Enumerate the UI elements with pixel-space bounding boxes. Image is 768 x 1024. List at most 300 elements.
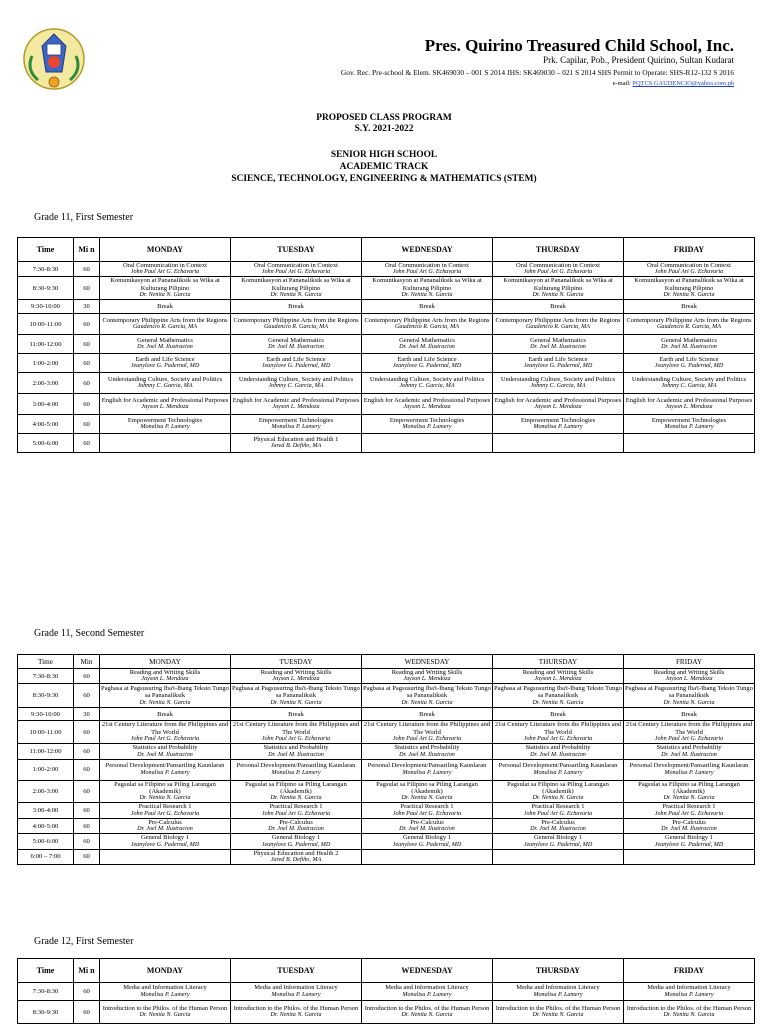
time-cell: 4:00-5:00 bbox=[18, 818, 74, 833]
minutes-cell: 60 bbox=[74, 373, 100, 394]
class-cell bbox=[362, 300, 493, 314]
minutes-cell: 60 bbox=[74, 983, 100, 1001]
class-cell bbox=[624, 394, 755, 415]
class-cell bbox=[624, 849, 755, 864]
subject-name: Practical Research 1 bbox=[400, 803, 454, 811]
teacher-name: Dr. Nenita N. Garcia bbox=[401, 1012, 453, 1019]
minutes-cell: 60 bbox=[74, 684, 100, 708]
subject-name: Understanding Culture, Society and Politics bbox=[369, 376, 485, 384]
table-row bbox=[18, 300, 755, 314]
subject-name: Practical Research 1 bbox=[531, 803, 585, 811]
teacher-name: John Paul Art G. Echavaria bbox=[523, 736, 593, 743]
column-header: Min bbox=[74, 655, 100, 669]
time-cell: 5:00-6:00 bbox=[18, 434, 74, 453]
class-cell bbox=[624, 669, 755, 684]
subject-name: Personal Development/Pansariling Kaunlaran bbox=[629, 762, 749, 770]
teacher-name: Jayson L. Mendoza bbox=[403, 676, 451, 683]
subject-name: Reading and Writing Skills bbox=[653, 669, 725, 676]
class-cell bbox=[493, 744, 624, 759]
class-cell bbox=[362, 834, 493, 849]
time-cell: 9:30-10:00 bbox=[18, 708, 74, 721]
teacher-name: Monalisa P. Lamery bbox=[140, 769, 190, 776]
class-cell bbox=[362, 415, 493, 434]
table-row bbox=[18, 314, 755, 335]
subject-name: Pagsulat sa Filipino sa Piling Larangan (Akademik) bbox=[638, 780, 740, 796]
minutes-cell: 60 bbox=[74, 314, 100, 335]
class-cell bbox=[493, 415, 624, 434]
subject-name: Break bbox=[681, 303, 697, 311]
class-cell bbox=[100, 415, 231, 434]
subject-name: Reading and Writing Skills bbox=[129, 669, 201, 676]
teacher-name: Dr. Joel M. Ilustracion bbox=[530, 344, 586, 351]
class-cell bbox=[493, 1001, 624, 1024]
table-row bbox=[18, 415, 755, 434]
subject-name: Media and Information Literacy bbox=[123, 984, 207, 992]
subject-name: Earth and Life Science bbox=[135, 356, 195, 364]
subject-name: General Biology 1 bbox=[271, 834, 321, 842]
minutes-cell: 60 bbox=[74, 818, 100, 833]
class-cell bbox=[624, 262, 755, 277]
school-name: Pres. Quirino Treasured Child School, Inc. bbox=[424, 36, 734, 55]
class-cell bbox=[231, 684, 362, 708]
teacher-name: Gaudencio R. Garcia, MA bbox=[395, 324, 459, 331]
class-cell bbox=[231, 300, 362, 314]
class-cell bbox=[100, 721, 231, 744]
subject-name: Media and Information Literacy bbox=[647, 984, 731, 992]
class-cell bbox=[100, 803, 231, 818]
table-header-row bbox=[18, 959, 755, 983]
subject-name: General Mathematics bbox=[399, 337, 455, 345]
minutes-cell: 60 bbox=[74, 834, 100, 849]
class-cell bbox=[493, 354, 624, 373]
subject-name: 21st Century Literature from the Philippines and The World bbox=[494, 721, 622, 736]
class-cell bbox=[362, 708, 493, 721]
minutes-cell: 60 bbox=[74, 354, 100, 373]
subject-name: Break bbox=[550, 710, 566, 718]
subject-name: Statistics and Probability bbox=[656, 744, 722, 752]
time-cell: 7:30-8:30 bbox=[18, 669, 74, 684]
time-cell: 11:00-12:00 bbox=[18, 744, 74, 759]
class-cell bbox=[231, 262, 362, 277]
table-header-row bbox=[18, 238, 755, 262]
teacher-name: Dr. Nenita N. Garcia bbox=[532, 1012, 584, 1019]
class-cell bbox=[362, 335, 493, 354]
class-cell bbox=[624, 415, 755, 434]
subject-name: Personal Development/Pansariling Kaunlaran bbox=[367, 762, 487, 770]
subject-name: General Mathematics bbox=[268, 337, 324, 345]
school-logo bbox=[20, 26, 88, 92]
teacher-name: Dr. Nenita N. Garcia bbox=[532, 292, 584, 299]
teacher-name: Dr. Nenita N. Garcia bbox=[139, 1012, 191, 1019]
column-header: MONDAY bbox=[100, 238, 231, 262]
class-cell bbox=[493, 759, 624, 780]
teacher-name: Johnny C. Garcia, MA bbox=[137, 383, 193, 390]
table-row bbox=[18, 803, 755, 818]
teacher-name: Dr. Joel M. Ilustracion bbox=[530, 826, 586, 833]
column-header: Time bbox=[18, 238, 74, 262]
teacher-name: John Paul Art G. Echavaria bbox=[130, 736, 200, 743]
class-cell bbox=[231, 759, 362, 780]
teacher-name: Monalisa P. Lamery bbox=[140, 424, 190, 431]
subject-name: Practical Research 1 bbox=[269, 803, 323, 811]
subject-name: Media and Information Literacy bbox=[385, 984, 469, 992]
teacher-name: Monalisa P. Lamery bbox=[664, 991, 714, 998]
subject-name: Break bbox=[419, 710, 435, 718]
teacher-name: Jeanylove G. Padernal, MD bbox=[392, 363, 462, 370]
teacher-name: Monalisa P. Lamery bbox=[271, 769, 321, 776]
time-cell: 2:00-3:00 bbox=[18, 780, 74, 803]
class-cell bbox=[100, 277, 231, 300]
teacher-name: Jayson L. Mendoza bbox=[272, 676, 320, 683]
class-cell bbox=[624, 834, 755, 849]
class-cell bbox=[362, 314, 493, 335]
teacher-name: Dr. Joel M. Ilustracion bbox=[661, 826, 717, 833]
class-cell bbox=[624, 708, 755, 721]
class-cell bbox=[362, 721, 493, 744]
minutes-cell: 30 bbox=[74, 300, 100, 314]
class-cell bbox=[231, 415, 362, 434]
table-row bbox=[18, 849, 755, 864]
column-header: FRIDAY bbox=[624, 655, 755, 669]
class-cell bbox=[362, 803, 493, 818]
class-cell bbox=[493, 373, 624, 394]
class-cell bbox=[624, 721, 755, 744]
subject-name: Empowerment Technologies bbox=[389, 417, 465, 425]
column-header: FRIDAY bbox=[624, 959, 755, 983]
subject-name: Earth and Life Science bbox=[397, 356, 457, 364]
teacher-name: Jayson L. Mendoza bbox=[141, 404, 189, 411]
teacher-name: Dr. Joel M. Ilustracion bbox=[268, 344, 324, 351]
column-header: Time bbox=[18, 959, 74, 983]
teacher-name: Jeanylove G. Padernal, MD bbox=[523, 841, 593, 848]
subject-name: General Biology 1 bbox=[533, 834, 583, 842]
teacher-name: Dr. Joel M. Ilustracion bbox=[530, 751, 586, 758]
teacher-name: Jayson L. Mendoza bbox=[272, 404, 320, 411]
minutes-cell: 60 bbox=[74, 803, 100, 818]
subject-name: Statistics and Probability bbox=[132, 744, 198, 752]
subject-name: Pagbasa at Pagsusuring Iba't-Ibang Teksto Tungo sa Pananaliksik bbox=[232, 685, 360, 700]
subject-name: Understanding Culture, Society and Politics bbox=[631, 376, 747, 384]
table-row bbox=[18, 1001, 755, 1024]
teacher-name: Jeanylove G. Padernal, MD bbox=[523, 363, 593, 370]
class-cell bbox=[624, 300, 755, 314]
teacher-name: Monalisa P. Lamery bbox=[140, 991, 190, 998]
class-cell bbox=[493, 849, 624, 864]
teacher-name: Dr. Nenita N. Garcia bbox=[401, 795, 453, 802]
column-header: THURSDAY bbox=[493, 959, 624, 983]
teacher-name: Jared B. Defiño, MA bbox=[270, 443, 322, 450]
teacher-name: Dr. Joel M. Ilustracion bbox=[399, 751, 455, 758]
teacher-name: John Paul Art G. Echavaria bbox=[392, 269, 462, 276]
class-cell bbox=[231, 1001, 362, 1024]
class-cell bbox=[493, 721, 624, 744]
class-cell bbox=[624, 277, 755, 300]
subject-name: Komunikasyon at Pananaliksik sa Wika at Kulturang Pilipino bbox=[634, 277, 744, 292]
teacher-name: Jayson L. Mendoza bbox=[141, 676, 189, 683]
teacher-name: Dr. Nenita N. Garcia bbox=[532, 699, 584, 706]
subject-name: 21st Century Literature from the Philippines and The World bbox=[363, 721, 491, 736]
column-header: MONDAY bbox=[100, 959, 231, 983]
column-header: Time bbox=[18, 655, 74, 669]
teacher-name: John Paul Art G. Echavaria bbox=[523, 810, 593, 817]
class-cell bbox=[100, 1001, 231, 1024]
class-cell bbox=[100, 300, 231, 314]
table-row bbox=[18, 394, 755, 415]
subject-name: Physical Education and Health 1 bbox=[253, 436, 339, 444]
level-title: SENIOR HIGH SCHOOL bbox=[330, 150, 438, 160]
teacher-name: Jeanylove G. Padernal, MD bbox=[654, 841, 724, 848]
subject-name: Pagsulat sa Filipino sa Piling Larangan (Akademik) bbox=[376, 780, 478, 796]
class-cell bbox=[100, 759, 231, 780]
subject-name: Pagbasa at Pagsusuring Iba't-Ibang Teksto Tungo sa Pananaliksik bbox=[625, 685, 753, 700]
teacher-name: Jeanylove G. Padernal, MD bbox=[130, 841, 200, 848]
table-row bbox=[18, 335, 755, 354]
class-cell bbox=[231, 394, 362, 415]
teacher-name: Johnny C. Garcia, MA bbox=[661, 383, 717, 390]
class-cell bbox=[231, 780, 362, 803]
class-cell bbox=[493, 277, 624, 300]
time-cell: 6:00 – 7:00 bbox=[18, 849, 74, 864]
class-cell bbox=[231, 314, 362, 335]
class-cell bbox=[493, 684, 624, 708]
class-cell bbox=[362, 354, 493, 373]
class-cell bbox=[362, 780, 493, 803]
semester-title: Grade 12, First Semester bbox=[34, 936, 134, 947]
track-title: ACADEMIC TRACK bbox=[339, 162, 429, 172]
class-cell bbox=[362, 849, 493, 864]
class-cell bbox=[362, 818, 493, 833]
class-cell bbox=[362, 277, 493, 300]
class-cell bbox=[100, 708, 231, 721]
minutes-cell: 60 bbox=[74, 434, 100, 453]
teacher-name: Monalisa P. Lamery bbox=[664, 424, 714, 431]
subject-name: Introduction to the Philos. of the Human Person bbox=[626, 1004, 752, 1012]
teacher-name: Gaudencio R. Garcia, MA bbox=[133, 324, 197, 331]
subject-name: Understanding Culture, Society and Politics bbox=[107, 376, 223, 384]
class-cell bbox=[100, 983, 231, 1001]
teacher-name: Jayson L. Mendoza bbox=[534, 676, 582, 683]
subject-name: Pre-Calculus bbox=[279, 818, 313, 826]
subject-name: Media and Information Literacy bbox=[254, 984, 338, 992]
school-address: Prk. Capilar, Pob., President Quirino, Sultan Kudarat bbox=[543, 55, 734, 65]
minutes-cell: 60 bbox=[74, 262, 100, 277]
class-cell bbox=[100, 394, 231, 415]
subject-name: Contemporary Philippine Arts from the Regions bbox=[364, 317, 490, 325]
class-cell bbox=[100, 684, 231, 708]
class-cell bbox=[493, 708, 624, 721]
subject-name: 21st Century Literature from the Philippines and The World bbox=[232, 721, 360, 736]
teacher-name: Monalisa P. Lamery bbox=[271, 991, 321, 998]
teacher-name: Jeanylove G. Padernal, MD bbox=[130, 363, 200, 370]
teacher-name: Dr. Nenita N. Garcia bbox=[139, 292, 191, 299]
subject-name: Contemporary Philippine Arts from the Regions bbox=[495, 317, 621, 325]
subject-name: Break bbox=[419, 303, 435, 311]
subject-name: Earth and Life Science bbox=[659, 356, 719, 364]
column-header: TUESDAY bbox=[231, 655, 362, 669]
class-cell bbox=[624, 434, 755, 453]
class-cell bbox=[362, 669, 493, 684]
subject-name: Understanding Culture, Society and Politics bbox=[500, 376, 616, 384]
time-cell: 8:30-9:30 bbox=[18, 684, 74, 708]
subject-name: Introduction to the Philos. of the Human Person bbox=[233, 1004, 359, 1012]
time-cell: 10:00-11:00 bbox=[18, 314, 74, 335]
subject-name: Komunikasyon at Pananaliksik sa Wika at Kulturang Pilipino bbox=[241, 277, 351, 292]
teacher-name: Jeanylove G. Padernal, MD bbox=[261, 841, 331, 848]
class-cell bbox=[493, 834, 624, 849]
teacher-name: Johnny C. Garcia, MA bbox=[268, 383, 324, 390]
table-row bbox=[18, 373, 755, 394]
class-cell bbox=[493, 335, 624, 354]
subject-name: Personal Development/Pansariling Kaunlaran bbox=[105, 762, 225, 770]
time-cell: 8:30-9:30 bbox=[18, 1001, 74, 1024]
teacher-name: Dr. Nenita N. Garcia bbox=[270, 699, 322, 706]
subject-name: Practical Research 1 bbox=[662, 803, 716, 811]
schedule-table bbox=[17, 654, 755, 865]
class-cell bbox=[493, 818, 624, 833]
subject-name: Contemporary Philippine Arts from the Regions bbox=[626, 317, 752, 325]
class-cell bbox=[624, 1001, 755, 1024]
teacher-name: Jeanylove G. Padernal, MD bbox=[392, 841, 462, 848]
subject-name: Break bbox=[550, 303, 566, 311]
subject-name: General Biology 1 bbox=[402, 834, 452, 842]
subject-name: Statistics and Probability bbox=[525, 744, 591, 752]
subject-name: General Mathematics bbox=[137, 337, 193, 345]
teacher-name: John Paul Art G. Echavaria bbox=[654, 269, 724, 276]
subject-name: Pagsulat sa Filipino sa Piling Larangan (Akademik) bbox=[114, 780, 216, 796]
class-cell bbox=[624, 803, 755, 818]
teacher-name: John Paul Art G. Echavaria bbox=[654, 736, 724, 743]
time-cell: 7:30-8:30 bbox=[18, 262, 74, 277]
subject-name: English for Academic and Professional Purposes bbox=[232, 397, 360, 405]
table-row bbox=[18, 744, 755, 759]
subject-name: Personal Development/Pansariling Kaunlaran bbox=[498, 762, 618, 770]
subject-name: Practical Research 1 bbox=[138, 803, 192, 811]
teacher-name: Dr. Nenita N. Garcia bbox=[139, 795, 191, 802]
table-header-row bbox=[18, 655, 755, 669]
class-cell bbox=[493, 780, 624, 803]
class-cell bbox=[624, 335, 755, 354]
subject-name: Empowerment Technologies bbox=[127, 417, 203, 425]
subject-name: Pre-Calculus bbox=[410, 818, 444, 826]
subject-name: Reading and Writing Skills bbox=[260, 669, 332, 676]
class-cell bbox=[624, 780, 755, 803]
teacher-name: John Paul Art G. Echavaria bbox=[392, 810, 462, 817]
subject-name: Understanding Culture, Society and Politics bbox=[238, 376, 354, 384]
subject-name: Break bbox=[288, 303, 304, 311]
teacher-name: Monalisa P. Lamery bbox=[402, 769, 452, 776]
time-cell: 2:00-3:00 bbox=[18, 373, 74, 394]
teacher-name: Jayson L. Mendoza bbox=[403, 404, 451, 411]
time-cell: 10:00-11:00 bbox=[18, 721, 74, 744]
subject-name: English for Academic and Professional Purposes bbox=[494, 397, 622, 405]
email-link[interactable]: PQTCS GAUDENCIO@yahoo.com.ph bbox=[632, 80, 734, 87]
class-cell bbox=[231, 434, 362, 453]
subject-name: Earth and Life Science bbox=[528, 356, 588, 364]
teacher-name: Jeanylove G. Padernal, MD bbox=[261, 363, 331, 370]
subject-name: Break bbox=[157, 303, 173, 311]
teacher-name: Jeanylove G. Padernal, MD bbox=[654, 363, 724, 370]
teacher-name: Dr. Nenita N. Garcia bbox=[663, 292, 715, 299]
teacher-name: Dr. Joel M. Ilustracion bbox=[399, 826, 455, 833]
teacher-name: Monalisa P. Lamery bbox=[271, 424, 321, 431]
class-cell bbox=[231, 744, 362, 759]
email-label: e-mail: bbox=[612, 80, 631, 87]
class-cell bbox=[100, 818, 231, 833]
class-cell bbox=[231, 818, 362, 833]
column-header: THURSDAY bbox=[493, 655, 624, 669]
subject-name: Introduction to the Philos. of the Human Person bbox=[495, 1004, 621, 1012]
minutes-cell: 60 bbox=[74, 721, 100, 744]
subject-name: Oral Communication in Context bbox=[385, 262, 469, 269]
subject-name: English for Academic and Professional Purposes bbox=[625, 397, 753, 405]
class-cell bbox=[231, 721, 362, 744]
column-header: WEDNESDAY bbox=[362, 238, 493, 262]
minutes-cell: 60 bbox=[74, 780, 100, 803]
subject-name: Reading and Writing Skills bbox=[391, 669, 463, 676]
class-cell bbox=[231, 335, 362, 354]
table-row bbox=[18, 434, 755, 453]
class-cell bbox=[493, 300, 624, 314]
minutes-cell: 60 bbox=[74, 759, 100, 780]
subject-name: Statistics and Probability bbox=[394, 744, 460, 752]
time-cell: 3:00-4:00 bbox=[18, 394, 74, 415]
semester-title: Grade 11, First Semester bbox=[34, 212, 134, 223]
class-cell bbox=[100, 314, 231, 335]
teacher-name: Jayson L. Mendoza bbox=[665, 676, 713, 683]
class-cell bbox=[362, 1001, 493, 1024]
table-row bbox=[18, 721, 755, 744]
minutes-cell: 60 bbox=[74, 849, 100, 864]
teacher-name: John Paul Art G. Echavaria bbox=[130, 269, 200, 276]
subject-name: Pagbasa at Pagsusuring Iba't-Ibang Teksto Tungo sa Pananaliksik bbox=[494, 685, 622, 700]
time-cell: 1:00-2:00 bbox=[18, 759, 74, 780]
teacher-name: Dr. Nenita N. Garcia bbox=[270, 795, 322, 802]
class-cell bbox=[100, 744, 231, 759]
teacher-name: Jayson L. Mendoza bbox=[534, 404, 582, 411]
class-cell bbox=[231, 669, 362, 684]
teacher-name: Johnny C. Garcia, MA bbox=[530, 383, 586, 390]
class-cell bbox=[624, 818, 755, 833]
class-cell bbox=[231, 354, 362, 373]
table-row bbox=[18, 759, 755, 780]
subject-name: General Mathematics bbox=[530, 337, 586, 345]
time-cell: 4:00-5:00 bbox=[18, 415, 74, 434]
teacher-name: Dr. Nenita N. Garcia bbox=[663, 795, 715, 802]
class-cell bbox=[100, 373, 231, 394]
time-cell: 7:30-8:30 bbox=[18, 983, 74, 1001]
subject-name: Oral Communication in Context bbox=[516, 262, 600, 269]
class-cell bbox=[100, 262, 231, 277]
column-header: TUESDAY bbox=[231, 959, 362, 983]
teacher-name: Dr. Nenita N. Garcia bbox=[139, 699, 191, 706]
teacher-name: Dr. Joel M. Ilustracion bbox=[137, 751, 193, 758]
class-cell bbox=[100, 669, 231, 684]
teacher-name: Dr. Joel M. Ilustracion bbox=[268, 751, 324, 758]
teacher-name: John Paul Art G. Echavaria bbox=[392, 736, 462, 743]
subject-name: Komunikasyon at Pananaliksik sa Wika at Kulturang Pilipino bbox=[110, 277, 220, 292]
table-row bbox=[18, 708, 755, 721]
class-cell bbox=[362, 759, 493, 780]
teacher-name: Jayson L. Mendoza bbox=[665, 404, 713, 411]
column-header: TUESDAY bbox=[231, 238, 362, 262]
class-cell bbox=[624, 314, 755, 335]
class-cell bbox=[362, 983, 493, 1001]
subject-name: General Biology 1 bbox=[140, 834, 190, 842]
class-cell bbox=[624, 759, 755, 780]
schedule-table bbox=[17, 958, 755, 1024]
teacher-name: Johnny C. Garcia, MA bbox=[399, 383, 455, 390]
teacher-name: John Paul Art G. Echavaria bbox=[523, 269, 593, 276]
